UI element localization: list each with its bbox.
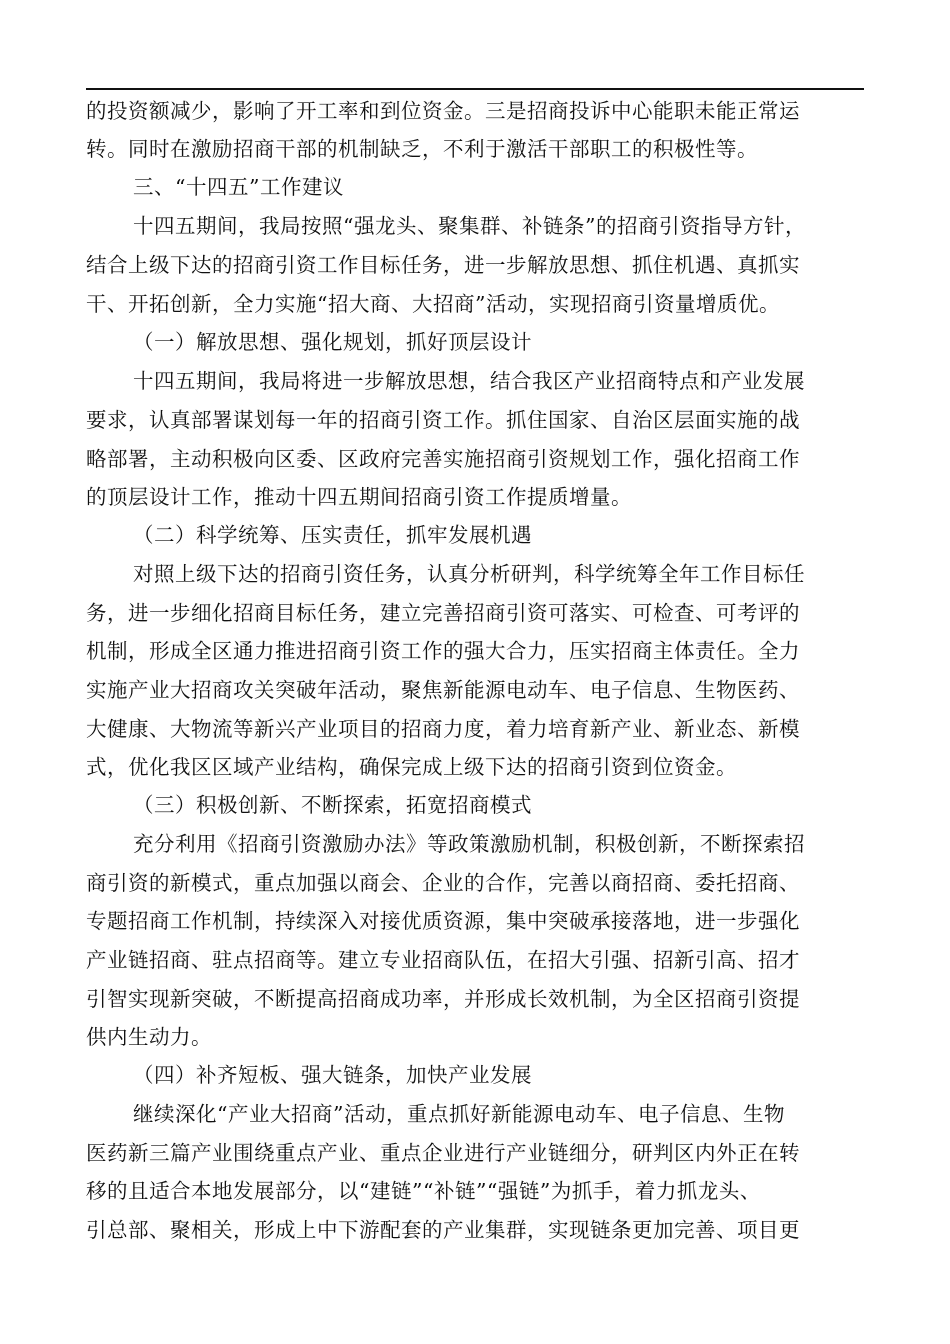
subsection-heading: （二）科学统筹、压实责任，抓牢发展机遇 [133, 523, 532, 547]
text-line: 对照上级下达的招商引资任务，认真分析研判，科学统筹全年工作目标任 [133, 562, 805, 586]
text-line: 引总部、聚相关，形成上中下游配套的产业集群，实现链条更加完善、项目更 [86, 1218, 800, 1242]
text-line: 供内生动力。 [86, 1025, 212, 1049]
text-line: 的顶层设计工作，推动十四五期间招商引资工作提质增量。 [86, 485, 632, 509]
text-line: 的投资额减少，影响了开工率和到位资金。三是招商投诉中心能职未能正常运 [86, 99, 800, 123]
text-line: 产业链招商、驻点招商等。建立专业招商队伍，在招大引强、招新引高、招才 [86, 948, 800, 972]
text-line: 继续深化“产业大招商”活动，重点抓好新能源电动车、电子信息、生物 [133, 1102, 785, 1126]
text-line: 医药新三篇产业围绕重点产业、重点企业进行产业链细分，研判区内外正在转 [86, 1141, 800, 1165]
header-rule [86, 88, 864, 90]
text-line: 务，进一步细化招商目标任务，建立完善招商引资可落实、可检查、可考评的 [86, 601, 800, 625]
text-line: 转。同时在激励招商干部的机制缺乏，不利于激活干部职工的积极性等。 [86, 137, 758, 161]
text-line: 引智实现新突破，不断提高招商成功率，并形成长效机制，为全区招商引资提 [86, 987, 800, 1011]
text-line: 商引资的新模式，重点加强以商会、企业的合作，完善以商招商、委托招商、 [86, 871, 800, 895]
text-line: 干、开拓创新，全力实施“招大商、大招商”活动，实现招商引资量增质优。 [86, 292, 780, 316]
subsection-heading: （三）积极创新、不断探索，拓宽招商模式 [133, 793, 532, 817]
text-line: 结合上级下达的招商引资工作目标任务，进一步解放思想、抓住机遇、真抓实 [86, 253, 800, 277]
text-line: 专题招商工作机制，持续深入对接优质资源，集中突破承接落地，进一步强化 [86, 909, 800, 933]
text-line: 式，优化我区区域产业结构，确保完成上级下达的招商引资到位资金。 [86, 755, 737, 779]
subsection-heading: （一）解放思想、强化规划，抓好顶层设计 [133, 330, 532, 354]
text-line: 充分利用《招商引资激励办法》等政策激励机制，积极创新，不断探索招 [133, 832, 805, 856]
subsection-heading: （四）补齐短板、强大链条，加快产业发展 [133, 1063, 532, 1087]
text-line: 大健康、大物流等新兴产业项目的招商力度，着力培育新产业、新业态、新模 [86, 717, 800, 741]
section-heading: 三、“十四五”工作建议 [133, 175, 344, 199]
text-line: 十四五期间，我局按照“强龙头、聚集群、补链条”的招商引资指导方针， [133, 214, 806, 238]
text-line: 略部署，主动积极向区委、区政府完善实施招商引资规划工作，强化招商工作 [86, 447, 800, 471]
text-line: 十四五期间，我局将进一步解放思想，结合我区产业招商特点和产业发展 [133, 369, 805, 393]
text-line: 移的且适合本地发展部分，以“建链”“补链”“强链”为抓手，着力抓龙头、 [86, 1179, 761, 1203]
text-line: 机制，形成全区通力推进招商引资工作的强大合力，压实招商主体责任。全力 [86, 639, 800, 663]
text-line: 实施产业大招商攻关突破年活动，聚焦新能源电动车、电子信息、生物医药、 [86, 678, 800, 702]
text-line: 要求，认真部署谋划每一年的招商引资工作。抓住国家、自治区层面实施的战 [86, 408, 800, 432]
